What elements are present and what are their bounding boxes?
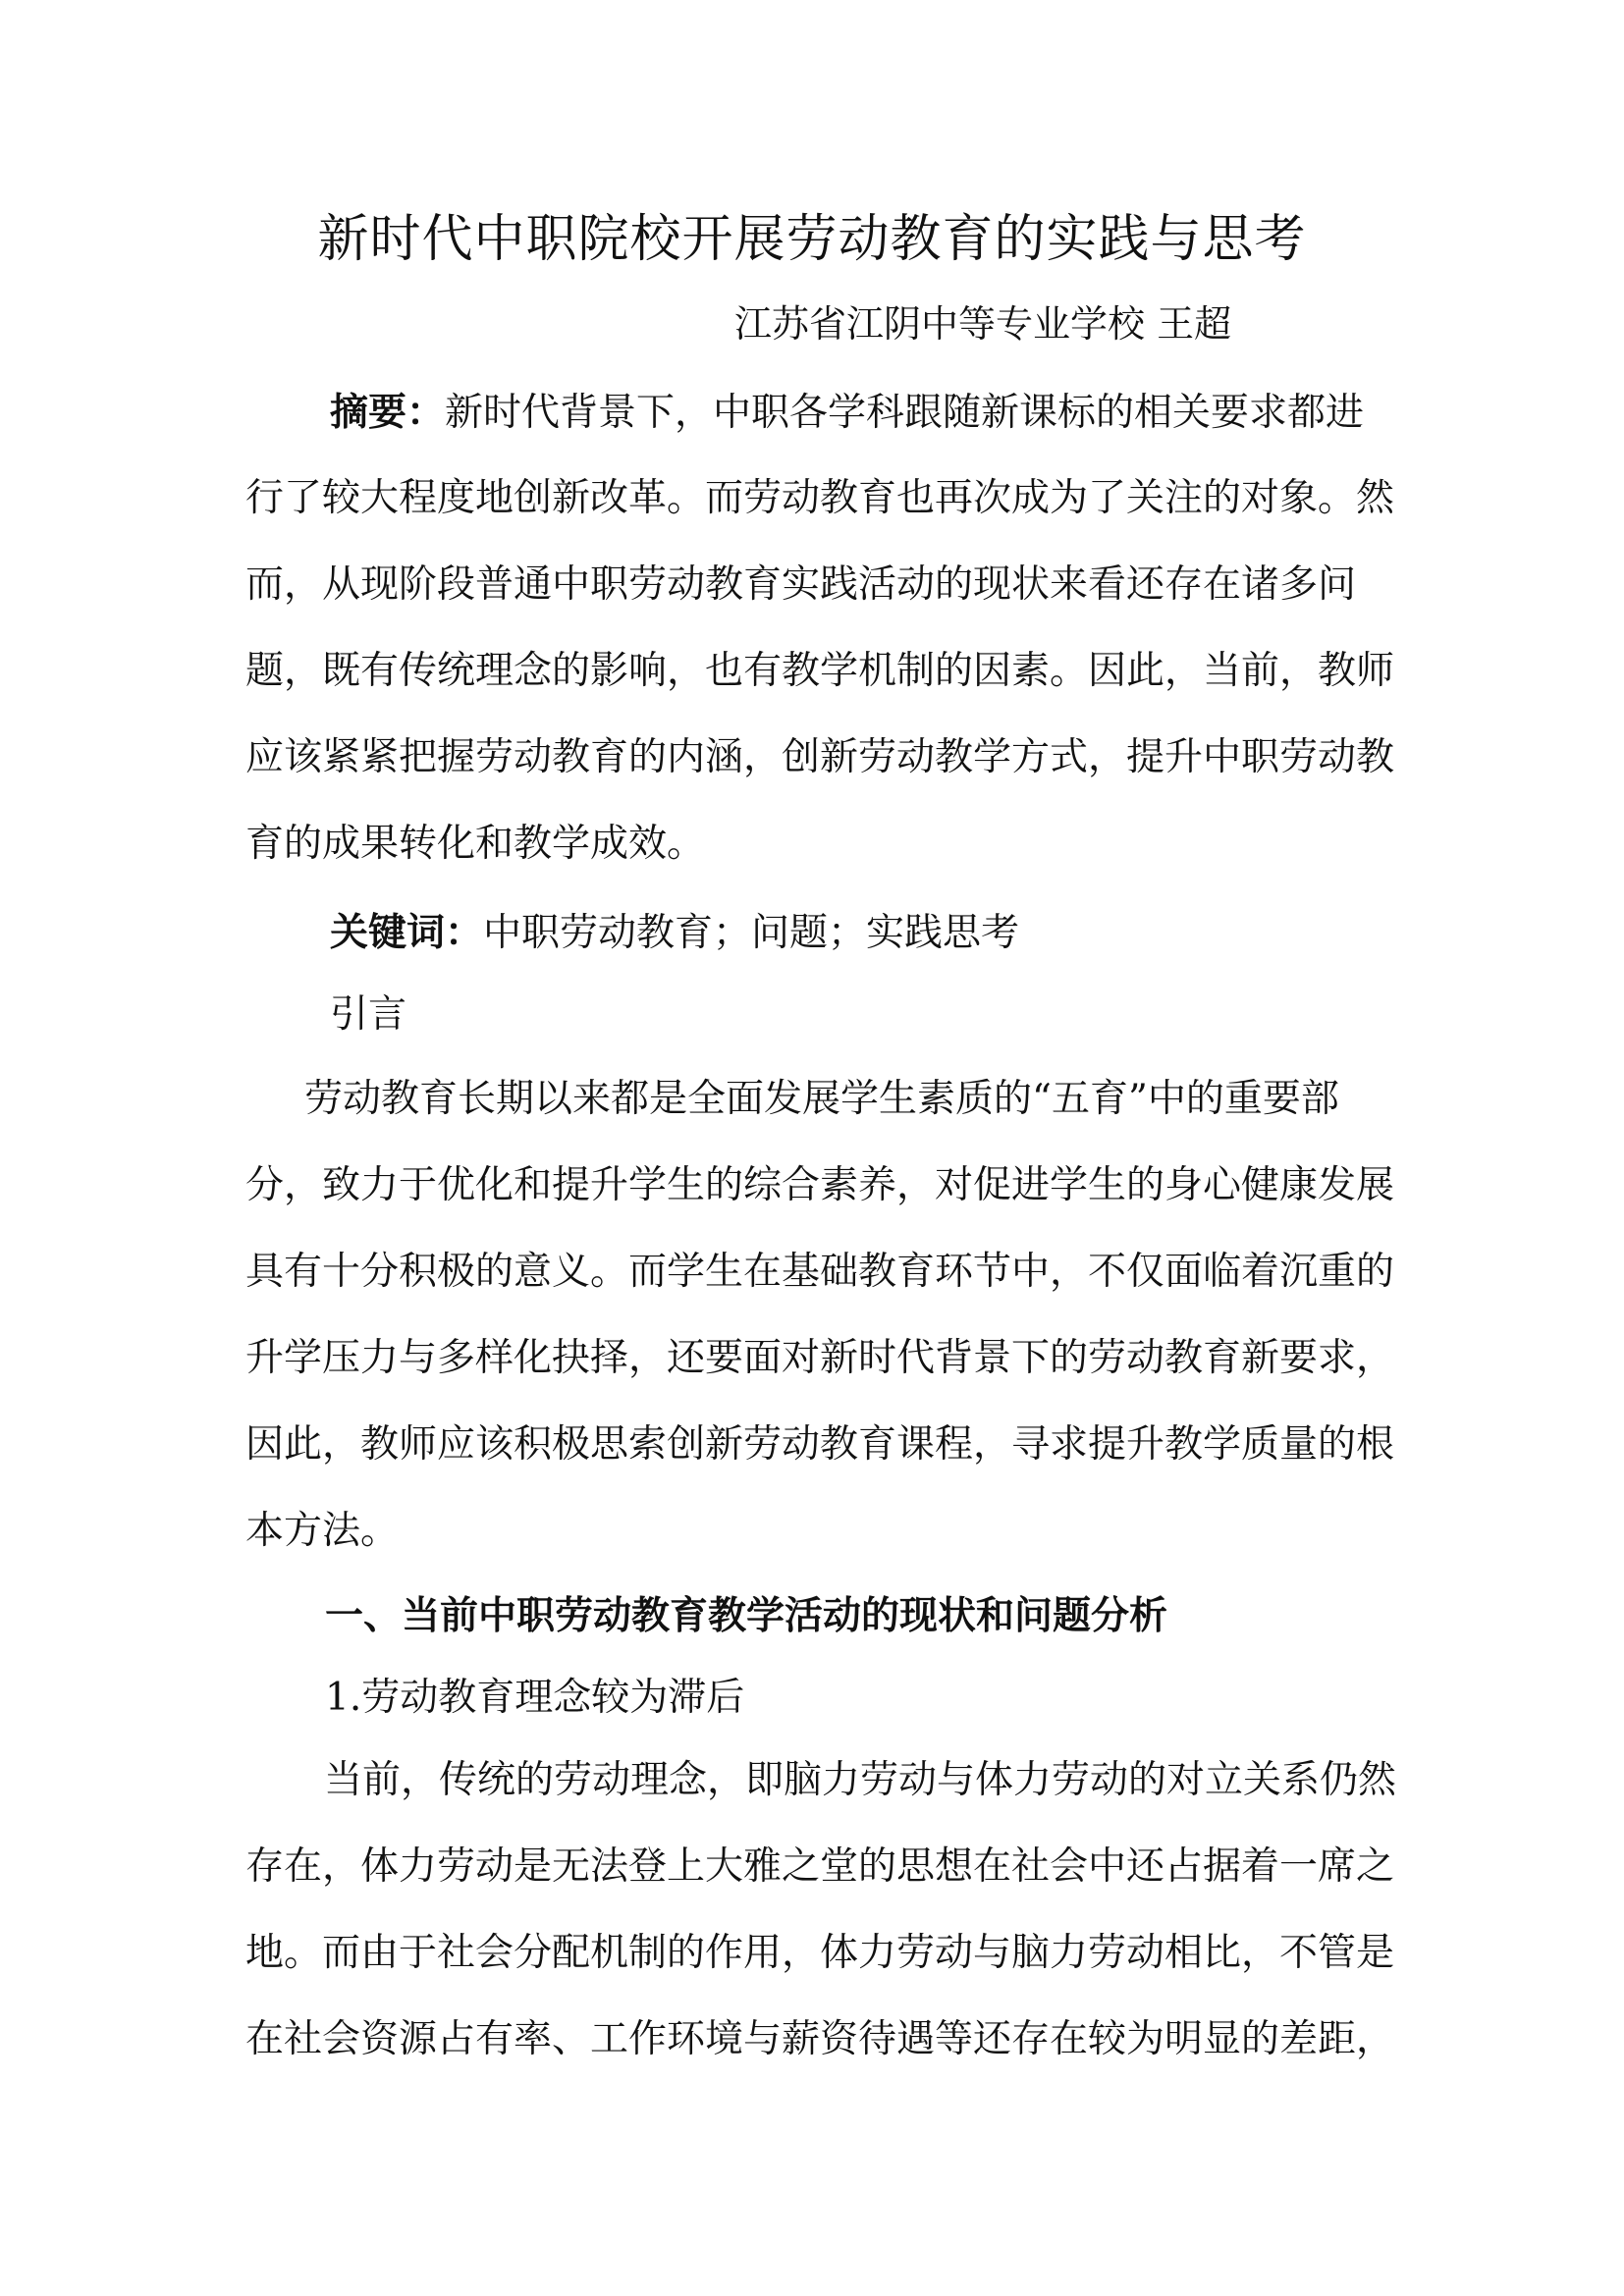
abstract-line: 而，从现阶段普通中职劳动教育实践活动的现状来看还存在诸多问 [245, 562, 1357, 607]
intro-line: 因此，教师应该积极思索创新劳动教育课程，寻求提升教学质量的根 [245, 1422, 1395, 1467]
body-line: 地。而由于社会分配机制的作用，体力劳动与脑力劳动相比，不管是 [245, 1931, 1395, 1975]
abstract-label: 摘要： [330, 390, 446, 435]
intro-line: 劳动教育长期以来都是全面发展学生素质的“五育”中的重要部 [304, 1077, 1339, 1121]
body-line: 存在，体力劳动是无法登上大雅之堂的思想在社会中还占据着一席之 [245, 1844, 1395, 1889]
abstract-line: 育的成果转化和教学成效。 [245, 822, 706, 866]
abstract-paragraph [245, 369, 1395, 887]
intro-line: 分，致力于优化和提升学生的综合素养，对促进学生的身心健康发展 [245, 1163, 1395, 1207]
intro-line: 具有十分积极的意义。而学生在基础教育环节中，不仅面临着沉重的 [245, 1250, 1395, 1294]
abstract-line: 摘要：新时代背景下，中职各学科跟随新课标的相关要求都进 [330, 390, 1365, 435]
body-line: 当前，传统的劳动理念，即脑力劳动与体力劳动的对立关系仍然 [324, 1758, 1397, 1802]
keywords-line [330, 889, 1475, 976]
intro-line: 升学压力与多样化抉择，还要面对新时代背景下的劳动教育新要求， [245, 1336, 1395, 1380]
body-paragraph [245, 1737, 1397, 2083]
abstract-line: 应该紧紧把握劳动教育的内涵，创新劳动教学方式，提升中职劳动教 [245, 735, 1395, 779]
body-line: 在社会资源占有率、工作环境与薪资待遇等还存在较为明显的差距， [245, 2017, 1395, 2061]
abstract-line: 行了较大程度地创新改革。而劳动教育也再次成为了关注的对象。然 [245, 476, 1395, 520]
intro-paragraph [245, 1056, 1395, 1575]
section-heading: 一、当前中职劳动教育教学活动的现状和问题分析 [325, 1593, 1168, 1638]
keywords-label: 关键词： [330, 910, 484, 955]
keywords-text: 中职劳动教育；问题；实践思考 [483, 911, 1020, 955]
paper-title: 新时代中职院校开展劳动教育的实践与思考 [317, 210, 1307, 269]
author-line: 江苏省江阴中等专业学校 王超 [734, 302, 1232, 346]
intro-line: 本方法。 [245, 1509, 400, 1553]
intro-heading: 引言 [330, 992, 407, 1037]
subsection-heading: 1.劳动教育理念较为滞后 [325, 1676, 745, 1720]
keywords-paragraph [245, 889, 1475, 976]
abstract-line: 题，既有传统理念的影响，也有教学机制的因素。因此，当前，教师 [245, 649, 1395, 693]
